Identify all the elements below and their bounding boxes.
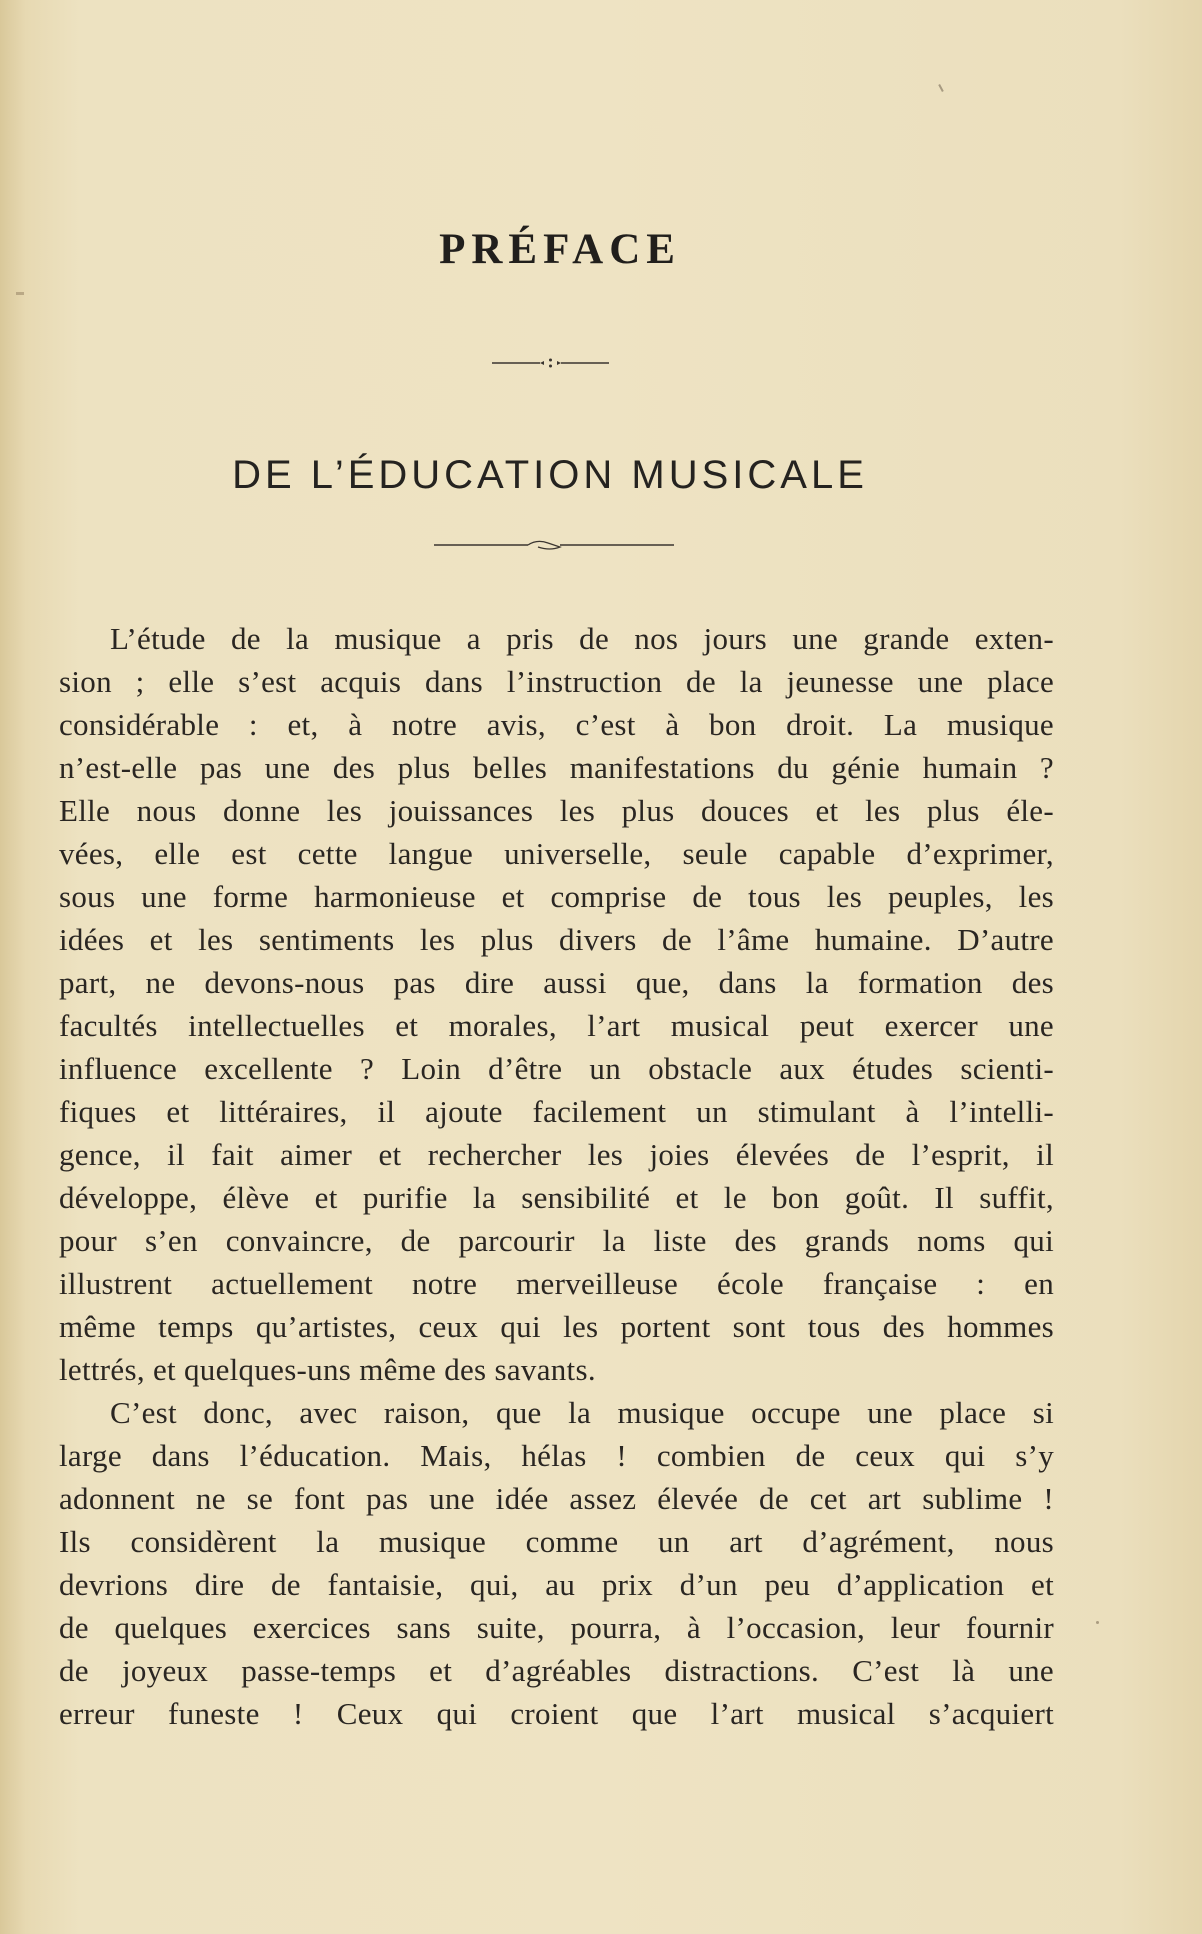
text-line: sion ; elle s’est acquis dans l’instruction de la jeunesse une place	[59, 664, 1054, 699]
text-line: Elle nous donne les jouissances les plus douces et les plus éle-	[59, 793, 1054, 828]
text-line: Ils considèrent la musique comme un art d’agrément, nous	[59, 1524, 1054, 1559]
text-line: fiques et littéraires, il ajoute facilement un stimulant à l’intelli-	[59, 1094, 1054, 1129]
text-line: lettrés, et quelques-uns même des savants.	[59, 1352, 596, 1387]
text-line: de joyeux passe-temps et d’agréables distractions. C’est là une	[59, 1653, 1054, 1688]
text-line: même temps qu’artistes, ceux qui les portent sont tous des hommes	[59, 1309, 1054, 1344]
text-line: facultés intellectuelles et morales, l’art musical peut exercer une	[59, 1008, 1054, 1043]
text-line: gence, il fait aimer et rechercher les joies élevées de l’esprit, il	[59, 1137, 1054, 1172]
text-line: développe, élève et purifie la sensibilité et le bon goût. Il suffit,	[59, 1180, 1054, 1215]
text-line: sous une forme harmonieuse et comprise de tous les peuples, les	[59, 879, 1054, 914]
text-line: illustrent actuellement notre merveilleuse école française : en	[59, 1266, 1054, 1301]
text-line: large dans l’éducation. Mais, hélas ! combien de ceux qui s’y	[59, 1438, 1054, 1473]
text-line: part, ne devons-nous pas dire aussi que, dans la formation des	[59, 965, 1054, 1000]
text-line: influence excellente ? Loin d’être un obstacle aux études scienti-	[59, 1051, 1054, 1086]
text-line: erreur funeste ! Ceux qui croient que l’art musical s’acquiert	[59, 1696, 1054, 1731]
text-line: L’étude de la musique a pris de nos jours une grande exten-	[110, 621, 1054, 656]
text-line: n’est-elle pas une des plus belles manifestations du génie humain ?	[59, 750, 1054, 785]
text-line: de quelques exercices sans suite, pourra, à l’occasion, leur fournir	[59, 1610, 1054, 1645]
text-line: pour s’en convaincre, de parcourir la liste des grands noms qui	[59, 1223, 1054, 1258]
text-line: adonnent ne se font pas une idée assez élevée de cet art sublime !	[59, 1481, 1054, 1516]
preface-heading: PRÉFACE	[439, 226, 681, 273]
text-line: devrions dire de fantaisie, qui, au prix d’un peu d’application et	[59, 1567, 1054, 1602]
text-line: C’est donc, avec raison, que la musique occupe une place si	[110, 1395, 1054, 1430]
text-line: vées, elle est cette langue universelle, seule capable d’exprimer,	[59, 836, 1054, 871]
text-line: considérable : et, à notre avis, c’est à bon droit. La musique	[59, 707, 1054, 742]
text-line: idées et les sentiments les plus divers de l’âme humaine. D’autre	[59, 922, 1054, 957]
ornamental-rule	[434, 535, 674, 557]
page-tick-mark	[938, 84, 944, 92]
paper-speck	[1096, 1621, 1099, 1624]
paper-speck	[16, 292, 24, 295]
small-ornament-divider	[491, 352, 610, 374]
section-title: DE L’ÉDUCATION MUSICALE	[232, 453, 868, 497]
